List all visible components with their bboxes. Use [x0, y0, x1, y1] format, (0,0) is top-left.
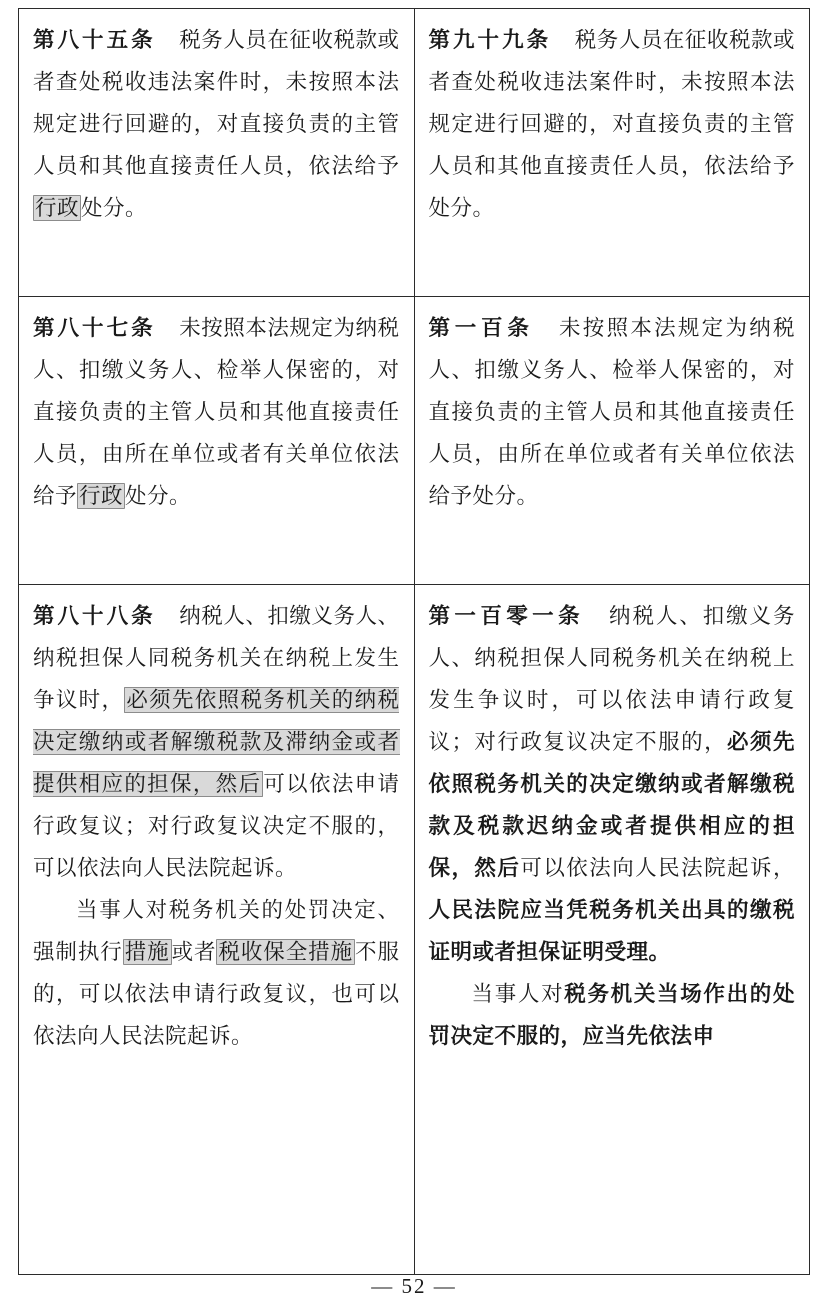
- article-number: 第一百零一条: [428, 604, 584, 628]
- article-paragraph: [33, 19, 400, 229]
- table-row: [19, 585, 810, 1275]
- article-text: [429, 595, 796, 1057]
- body-text: 可以依法申请行政复议；对行政复议决定不服的，可以依法向人民法院起诉。: [33, 772, 400, 880]
- body-text: 未按照本法规定为纳税人、扣缴义务人、检举人保密的，对直接负责的主管人员和其他直接责任人员，由所在单位或者有关单位依法给予处分。: [428, 316, 795, 508]
- article-text: [33, 595, 400, 1057]
- body-text: 不服的，可以依法申请行政复议，也可以依法向人民法院起诉。: [33, 940, 400, 1048]
- table-row: [19, 9, 810, 297]
- article-number: 第八十七条: [33, 316, 156, 340]
- table-row: [19, 297, 810, 585]
- article-number: 第八十五条: [33, 28, 156, 52]
- table-cell-right: [414, 585, 810, 1275]
- table-cell-left: [19, 585, 415, 1275]
- article-paragraph: [33, 307, 400, 517]
- emphasized-text: 税务机关当场作出的处罚决定不服的，应当先依法申: [428, 982, 795, 1048]
- highlighted-text: 税收保全措施: [218, 940, 354, 964]
- highlighted-text: 行政: [35, 196, 80, 220]
- body-text: 税务人员在征收税款或者查处税收违法案件时，未按照本法规定进行回避的，对直接负责的主管人员和其他直接责任人员，依法给予处分。: [428, 28, 795, 220]
- highlighted-text: 措施: [124, 940, 170, 964]
- article-text: [429, 307, 796, 517]
- article-text: [33, 307, 400, 517]
- body-text: 未按照本法规定为纳税人、扣缴义务人、检举人保密的，对直接负责的主管人员和其他直接责任人员，由所在单位或者有关单位依法给予: [33, 316, 400, 508]
- page-number: — 52 —: [371, 1274, 457, 1298]
- article-text: [429, 19, 796, 229]
- body-text: 纳税人、扣缴义务人、纳税担保人同税务机关在纳税上发生争议时，: [33, 604, 400, 712]
- highlighted-text: 行政: [79, 484, 124, 508]
- table-cell-right: [414, 9, 810, 297]
- article-text: [33, 19, 400, 229]
- article-paragraph: [429, 973, 796, 1057]
- article-paragraph: [429, 595, 796, 973]
- law-comparison-table: [18, 8, 810, 1275]
- article-number: 第一百条: [428, 316, 534, 340]
- article-paragraph: [429, 307, 796, 517]
- table-cell-left: [19, 297, 415, 585]
- body-text: 可以依法向人民法院起诉，: [520, 856, 795, 880]
- body-text: 或者: [171, 940, 217, 964]
- emphasized-text: 人民法院应当凭税务机关出具的缴税证明或者担保证明受理。: [428, 898, 795, 964]
- body-text: 处分。: [125, 484, 192, 508]
- article-paragraph: [429, 19, 796, 229]
- highlighted-text: 必须先依照税务机关的纳税决定缴纳或者解缴税款及滞纳金或者提供相应的担保，然后: [33, 688, 400, 796]
- article-number: 第九十九条: [428, 28, 552, 52]
- body-text: 税务人员在征收税款或者查处税收违法案件时，未按照本法规定进行回避的，对直接负责的主管人员和其他直接责任人员，依法给予: [33, 28, 400, 178]
- article-paragraph: [33, 889, 400, 1057]
- body-text: 纳税人、扣缴义务人、纳税担保人同税务机关在纳税上发生争议时，可以依法申请行政复议；对行政复议决定不服的，: [428, 604, 795, 754]
- article-paragraph: [33, 595, 400, 889]
- table-body: [19, 9, 810, 1275]
- body-text: 处分。: [81, 196, 148, 220]
- table-cell-left: [19, 9, 415, 297]
- body-text: 当事人对: [471, 982, 565, 1006]
- article-number: 第八十八条: [33, 604, 156, 628]
- emphasized-text: 必须先依照税务机关的决定缴纳或者解缴税款及税款迟纳金或者提供相应的担保，然后: [428, 730, 795, 880]
- table-cell-right: [414, 297, 810, 585]
- body-text: 当事人对税务机关的处罚决定、强制执行: [33, 898, 400, 964]
